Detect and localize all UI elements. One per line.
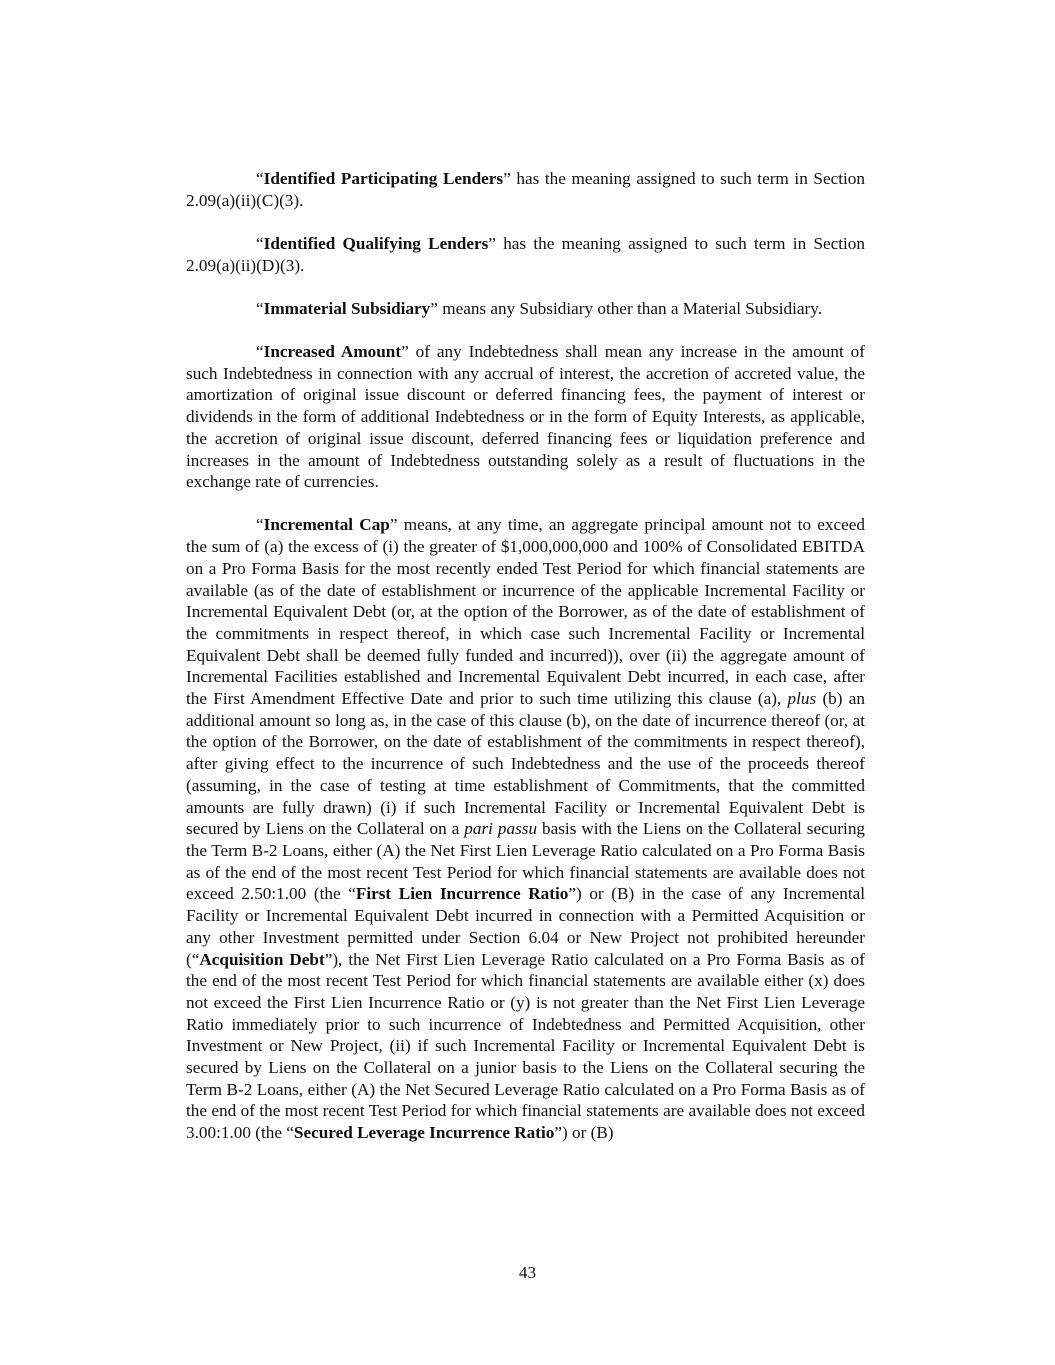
body-text: “ [256, 515, 264, 535]
defined-term: First Lien Incurrence Ratio [355, 884, 569, 904]
italic-text: pari passu [464, 819, 538, 839]
body-text: “ [256, 233, 264, 253]
body-text: ” has the meaning assigned to such term in Section 2.09(a)(ii)(C)(3). [186, 169, 865, 210]
body-text: “ [256, 342, 264, 362]
definition-identified-qualifying-lenders [186, 233, 865, 276]
defined-term: Acquisition Debt [199, 949, 325, 969]
definition-increased-amount [186, 341, 865, 493]
body-text: ”) or (B) in the case of any Incremental Facility or Incremental Equivalent Debt incurred in connection with a Permitted Acquisition or any other Investment permitted under Section 6.04 or New Project not prohibited hereunder (“ [186, 884, 866, 969]
defined-term: Secured Leverage Incurrence Ratio [293, 1123, 555, 1143]
body-text: ” of any Indebtedness shall mean any increase in the amount of such Indebtedness in connection with any accrual of interest, the accretion of accreted value, the amortization of original issue discount or deferred financing fees, the payment of interest or dividends in the form of additional Indebtedness or in the form of Equity Interests, as applicable, the accretion of original issue discount, deferred financing fees or liquidation preference and increases in the amount of Indebtedness outstanding solely as a result of fluctuations in the exchange rate of currencies. [186, 342, 865, 492]
defined-term: Identified Participating Lenders [263, 169, 504, 188]
defined-term: Identified Qualifying Lenders [263, 233, 489, 253]
definition-immaterial-subsidiary [186, 298, 865, 320]
body-text: (b) an additional amount so long as, in the case of this clause (b), on the date of incurrence thereof (or, at the option of the Borrower, on the date of establishment of the commitments in respect thereof), after giving effect to the incurrence of such Indebtedness and the use of the proceeds thereof (assuming, in the case of testing at time establishment of Commitments, that the committed amounts are fully drawn) (i) if such Incremental Facility or Incremental Equivalent Debt is secured by Liens on the Collateral on a [186, 689, 865, 839]
body-text: “ [256, 298, 264, 318]
italic-text: plus [787, 689, 817, 709]
body-text: ” has the meaning assigned to such term in Section 2.09(a)(ii)(D)(3). [186, 233, 865, 275]
definition-identified-participating-lenders [186, 168, 865, 211]
defined-term: Increased Amount [263, 342, 402, 362]
body-text: basis with the Liens on the Collateral securing the Term B-2 Loans, either (A) the Net First Lien Leverage Ratio calculated on a Pro Forma Basis as of the end of the most recent Test Period for which financial statements are available does not exceed 2.50:1.00 (the “ [186, 819, 866, 904]
body-text: ” means, at any time, an aggregate principal amount not to exceed the sum of (a) the excess of (i) the greater of $1,000,000,000 and 100% of Consolidated EBITDA on a Pro Forma Basis for the most recently ended Test Period for which financial statements are available (as of the date of establishment or incurrence of the applicable Incremental Facility or Incremental Equivalent Debt (or, at the option of the Borrower, as of the date of establishment of the commitments in respect thereof, in which case such Incremental Facility or Incremental Equivalent Debt shall be deemed fully funded and incurred)), over (ii) the aggregate amount of Incremental Facilities established and Incremental Equivalent Debt incurred, in each case, after the First Amendment Effective Date and prior to such time utilizing this clause (a), [186, 515, 865, 709]
page-number: 43 [518, 1263, 537, 1282]
defined-term: Incremental Cap [263, 515, 390, 535]
body-text: “ [256, 169, 264, 188]
definition-incremental-cap [186, 514, 865, 1143]
body-text: ”) or (B) [554, 1123, 614, 1143]
defined-term: Immaterial Subsidiary [263, 298, 431, 318]
definitions-list [186, 168, 865, 1165]
body-text: ” means any Subsidiary other than a Material Subsidiary. [430, 298, 822, 318]
body-text: ”), the Net First Lien Leverage Ratio calculated on a Pro Forma Basis as of the end of the most recent Test Period for which financial statements are available either (x) does not exceed the First Lien Incurrence Ratio or (y) is not greater than the Net First Lien Leverage Ratio immediately prior to such incurrence of Indebtedness and Permitted Acquisition, other Investment or New Project, (ii) if such Incremental Facility or Incremental Equivalent Debt is secured by Liens on the Collateral on a junior basis to the Liens on the Collateral securing the Term B-2 Loans, either (A) the Net Secured Leverage Ratio calculated on a Pro Forma Basis as of the end of the most recent Test Period for which financial statements are available does not exceed 3.00:1.00 (the “ [186, 949, 865, 1143]
